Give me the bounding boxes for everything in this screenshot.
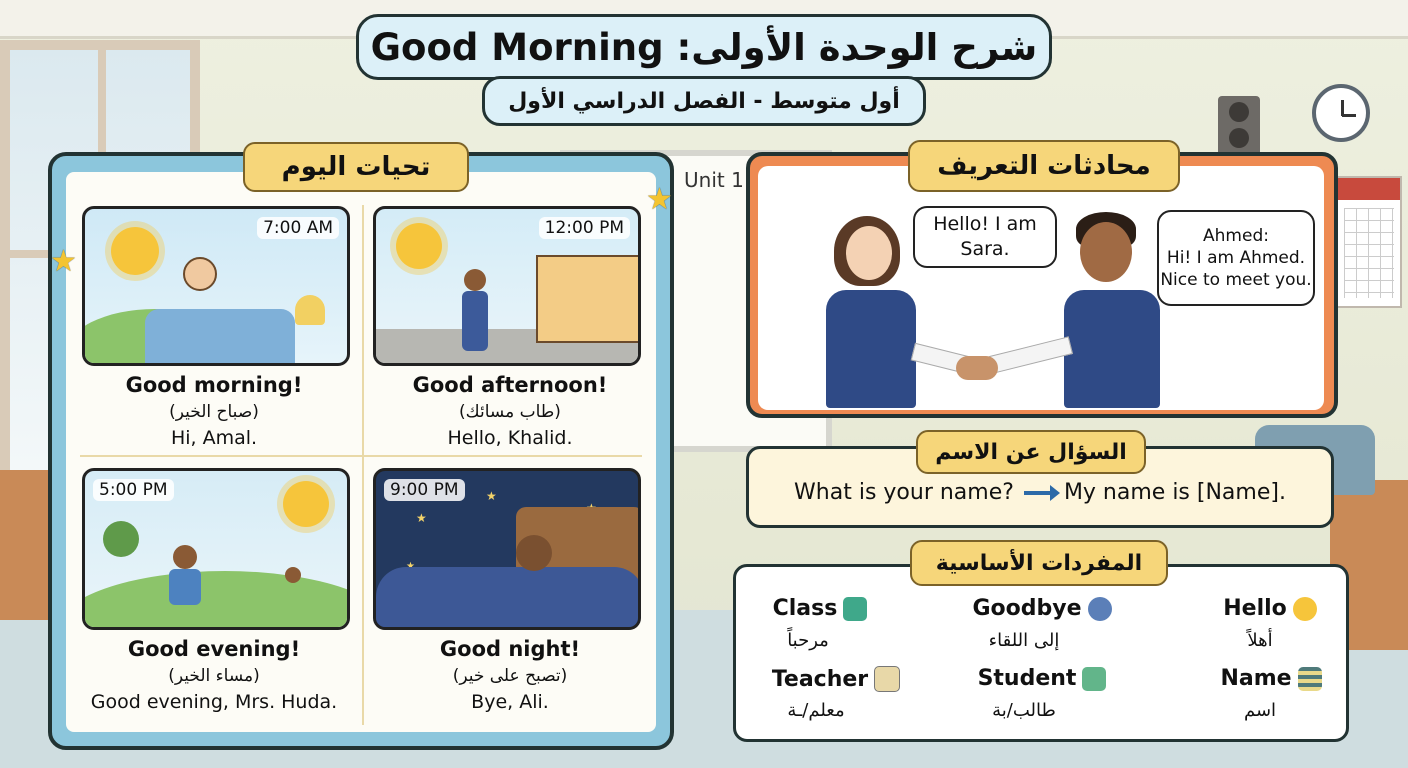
handshake-icon: [956, 356, 998, 380]
greeting-arabic: (مساء الخير): [168, 666, 260, 686]
ahmed-face-icon: [1080, 222, 1132, 282]
greeting-arabic: (تصبح على خير): [452, 666, 568, 686]
greeting-example: Bye, Ali.: [471, 691, 549, 713]
vocab-word: Class: [750, 596, 890, 621]
sara-uniform: [826, 290, 916, 408]
girl-body: [169, 569, 201, 605]
greeting-example: Good evening, Mrs. Huda.: [90, 691, 338, 713]
vocab-translation: إلى اللقاء: [988, 630, 1060, 651]
greeting-title: Good afternoon!: [412, 373, 608, 397]
greeting-title: Good morning!: [125, 373, 303, 397]
vocab-translation: اسم: [1243, 700, 1277, 721]
ask-name-answer: My name is [Name].: [1063, 480, 1286, 505]
vocab-word: Name: [1196, 666, 1346, 691]
blanket: [376, 567, 641, 630]
subtitle-banner: [482, 76, 926, 126]
calendar-icon: [1336, 176, 1402, 308]
sun-icon: [396, 223, 442, 269]
vocab-translation: معلم/ـة: [787, 700, 845, 721]
page-title: شرح الوحدة الأولى: Good Morning: [370, 25, 1038, 69]
girl-running-icon: [173, 545, 197, 569]
afternoon-scene: [373, 206, 641, 366]
ahmed-line-2: Hi! I am Ahmed.: [1166, 247, 1306, 268]
tree-icon: [103, 521, 139, 557]
boy-sleeping-icon: [516, 535, 552, 571]
greeting-arabic: (صباح الخير): [169, 402, 259, 422]
sara-line-2: Sara.: [960, 238, 1010, 260]
time-label: 12:00 PM: [539, 217, 630, 239]
time-label: 5:00 PM: [93, 479, 174, 501]
ahmed-line-3: Nice to meet you.: [1160, 270, 1312, 291]
boy-running-icon: [285, 567, 301, 583]
vocab-word: Student: [962, 666, 1122, 691]
evening-scene: [82, 468, 350, 630]
grid-divider-vertical: [362, 205, 364, 725]
book-icon: [843, 597, 867, 621]
vocab-translation: أهلاً: [1247, 630, 1273, 651]
greetings-heading: تحيات اليوم: [243, 142, 469, 192]
greeting-example: Hi, Amal.: [170, 427, 258, 449]
whiteboard-text: Unit 1: [684, 168, 744, 192]
introductions-heading: محادثات التعريف: [908, 140, 1180, 192]
name-tag-icon: [1298, 667, 1322, 691]
bed-icon: [145, 309, 295, 363]
vocab-word: Teacher: [756, 666, 916, 692]
girl-body: [462, 291, 488, 351]
lamp-icon: [295, 295, 325, 325]
star-icon: ★: [416, 511, 427, 525]
ahmed-line-1: Ahmed:: [1203, 225, 1269, 246]
greeting-arabic: (طاب مسائك): [459, 402, 561, 422]
grid-divider-horizontal: [80, 455, 642, 457]
notepad-icon: [1082, 667, 1106, 691]
vocab-translation: طالب/بة: [992, 700, 1056, 721]
greeting-title: Good night!: [439, 637, 581, 661]
sara-line-1: Hello! I am: [933, 213, 1037, 236]
title-banner: [356, 14, 1052, 80]
ask-name-heading: السؤال عن الاسم: [916, 430, 1146, 474]
ahmed-speech-bubble: [1157, 210, 1315, 306]
time-label: 9:00 PM: [384, 479, 465, 501]
star-icon: ★: [50, 244, 77, 279]
vocabulary-heading: المفردات الأساسية: [910, 540, 1168, 586]
greeting-example: Hello, Khalid.: [447, 427, 573, 449]
girl-walking-icon: [464, 269, 486, 291]
greeting-title: Good evening!: [127, 637, 301, 661]
star-icon: ★: [486, 489, 497, 503]
speaker-icon: [1218, 96, 1260, 156]
vocab-word: Hello: [1200, 596, 1340, 621]
night-scene: [373, 468, 641, 630]
sara-speech-bubble: [913, 206, 1057, 268]
wall-clock-icon: [1312, 84, 1370, 142]
ahmed-uniform: [1064, 290, 1160, 408]
hill: [82, 571, 350, 630]
arrow-right-icon: [1024, 491, 1054, 495]
page-subtitle: أول متوسط - الفصل الدراسي الأول: [508, 88, 900, 114]
sun-icon: [283, 481, 329, 527]
vocab-translation: مرحباً: [787, 630, 829, 651]
ask-name-sentence: [760, 480, 1320, 505]
sara-face-icon: [846, 226, 892, 280]
pencil-paper-icon: [874, 666, 900, 692]
smiley-icon: [1293, 597, 1317, 621]
ask-name-question: What is your name?: [794, 480, 1014, 505]
boy-waking-icon: [183, 257, 217, 291]
vocab-word: Goodbye: [962, 596, 1122, 621]
school-building-icon: [536, 255, 641, 343]
waving-person-icon: [1088, 597, 1112, 621]
star-icon: ★: [646, 182, 673, 217]
time-label: 7:00 AM: [257, 217, 339, 239]
morning-scene: [82, 206, 350, 366]
sun-icon: [111, 227, 159, 275]
